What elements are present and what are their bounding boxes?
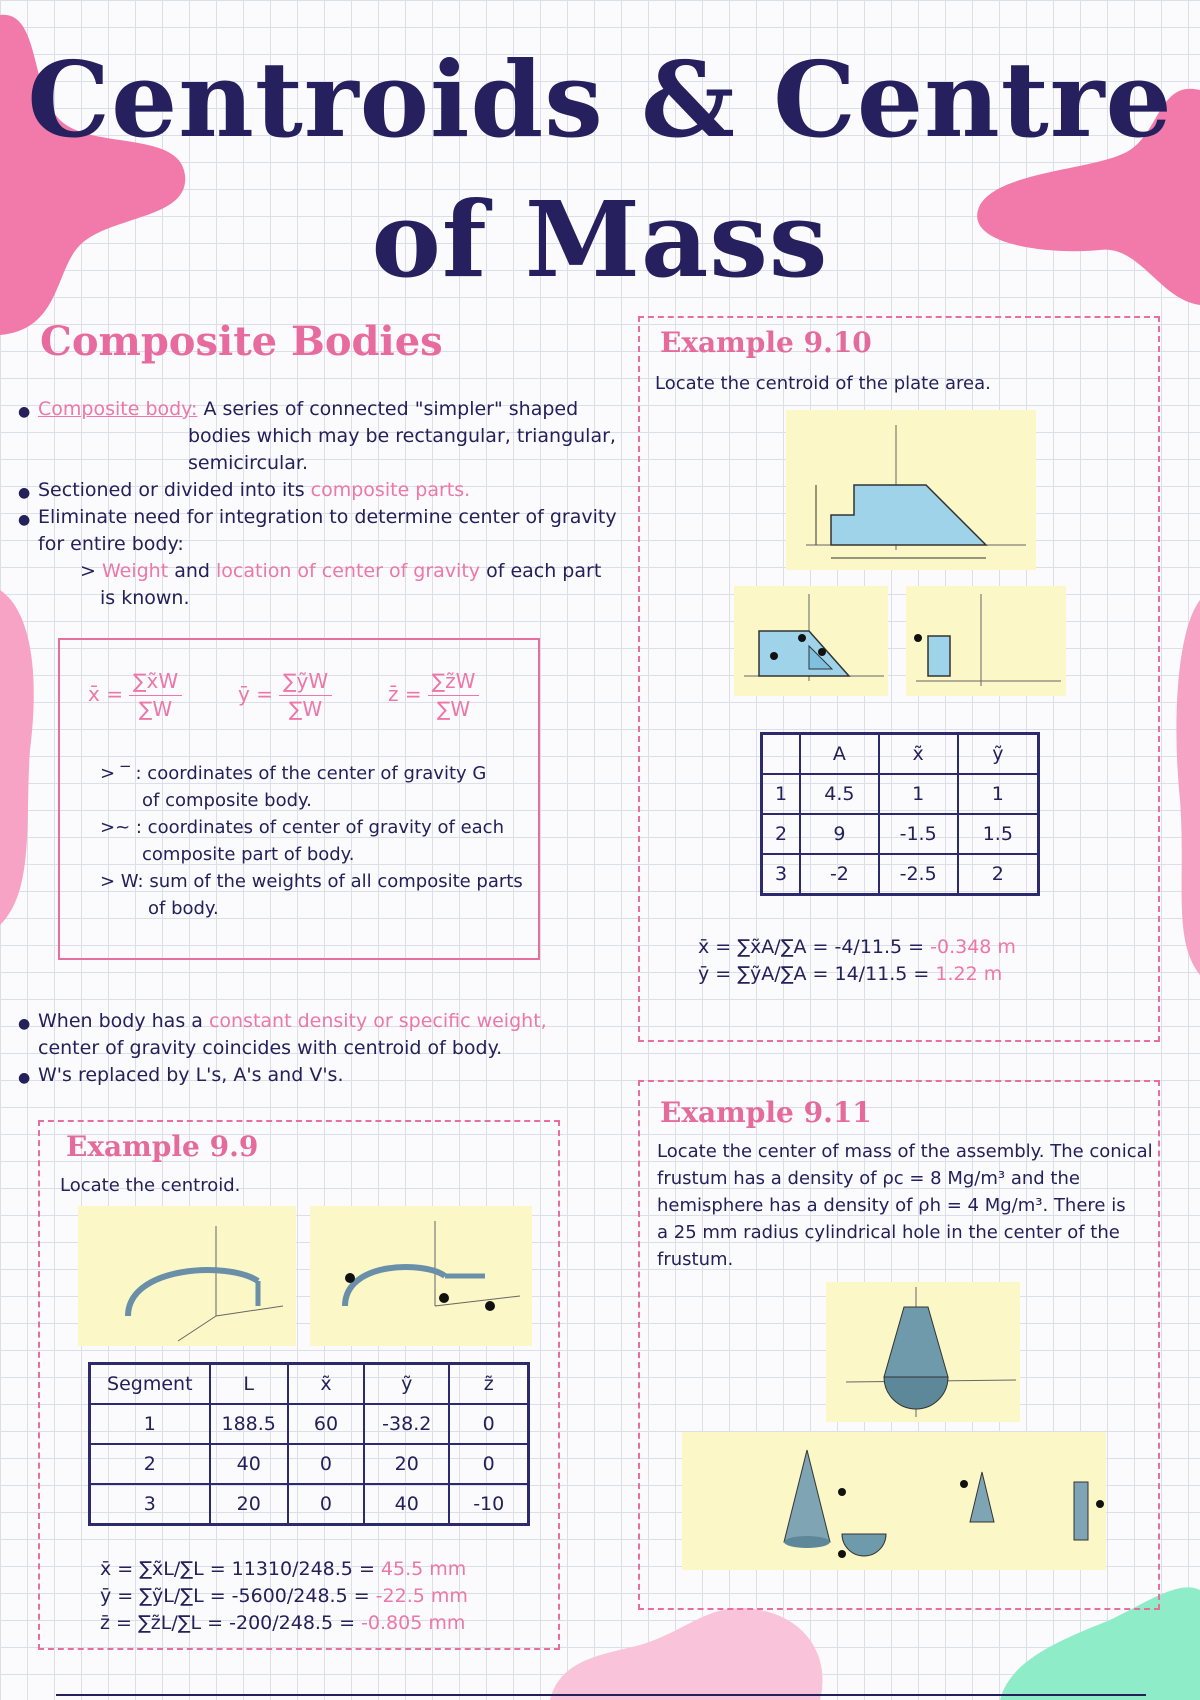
bullet-dot: ● bbox=[18, 485, 31, 501]
example-9-9-figure-segments bbox=[310, 1206, 532, 1346]
table-cell: -2 bbox=[800, 854, 878, 895]
result-y-value: -22.5 mm bbox=[375, 1585, 468, 1607]
table-cell: 20 bbox=[364, 1444, 449, 1484]
example-9-11-line4: a 25 mm radius cylindrical hole in the center of the bbox=[657, 1222, 1120, 1243]
bullet-composite-body bbox=[38, 396, 598, 423]
example-9-10-figure-plate bbox=[786, 410, 1036, 570]
bullet4-text: When body has a bbox=[38, 1010, 209, 1032]
table-header-row bbox=[90, 1364, 529, 1405]
table-header-cell: Segment bbox=[90, 1364, 210, 1405]
table-cell: 0 bbox=[449, 1444, 528, 1484]
decorative-blob-left bbox=[0, 590, 40, 930]
decorative-blob-right bbox=[1172, 600, 1200, 980]
example-9-9-result-z bbox=[100, 1610, 465, 1637]
bullet-dot: ● bbox=[18, 1016, 31, 1032]
section-heading-composite-bodies: Composite Bodies bbox=[40, 318, 443, 365]
table-cell: 1 bbox=[762, 774, 801, 814]
table-cell: -38.2 bbox=[364, 1404, 449, 1444]
sub-and: and bbox=[168, 560, 216, 582]
def3-line1: > W: sum of the weights of all composite parts bbox=[100, 871, 523, 892]
result-x-value: -0.348 m bbox=[930, 936, 1016, 958]
formula-z-fraction bbox=[428, 668, 480, 723]
table-cell: -1.5 bbox=[879, 814, 958, 854]
table-cell: 60 bbox=[288, 1404, 364, 1444]
sub-bullet-weight bbox=[80, 558, 601, 585]
bullet-dot: ● bbox=[18, 404, 31, 420]
def1-line2: of composite body. bbox=[142, 790, 312, 811]
plate-diagram bbox=[786, 410, 1036, 570]
def2-line1: >~ : coordinates of center of gravity of each bbox=[100, 817, 504, 838]
decorative-blob-bottom-pink bbox=[550, 1600, 830, 1700]
table-cell: 40 bbox=[210, 1444, 288, 1484]
formula-x bbox=[88, 668, 182, 723]
table-header-cell: ỹ bbox=[364, 1364, 449, 1405]
table-header-row bbox=[762, 734, 1039, 775]
result-x-expr: x̄ = ∑x̃A/∑A = -4/11.5 = bbox=[698, 936, 931, 958]
table-header-cell: z̃ bbox=[449, 1364, 528, 1405]
sub-post: of each part bbox=[480, 560, 602, 582]
table-row bbox=[90, 1404, 529, 1444]
example-9-11-line3: hemisphere has a density of ρh = 4 Mg/m³. There is bbox=[657, 1195, 1126, 1216]
table-cell: 20 bbox=[210, 1484, 288, 1525]
table-row bbox=[90, 1484, 529, 1525]
formula-y-num: ∑ỹW bbox=[279, 668, 332, 696]
example-9-10-result-x bbox=[698, 934, 1016, 961]
example-9-11-title: Example 9.11 bbox=[660, 1096, 872, 1129]
table-cell: 1 bbox=[90, 1404, 210, 1444]
result-z-expr: z̄ = ∑z̃L/∑L = -200/248.5 = bbox=[100, 1612, 362, 1634]
table-cell: 2 bbox=[90, 1444, 210, 1484]
example-9-9-result-y bbox=[100, 1583, 468, 1610]
result-y-value: 1.22 m bbox=[935, 963, 1003, 985]
table-cell: -2.5 bbox=[879, 854, 958, 895]
example-9-10-title: Example 9.10 bbox=[660, 326, 872, 359]
bullet1-line1: A series of connected "simpler" shaped bbox=[203, 398, 579, 420]
table-cell: 9 bbox=[800, 814, 878, 854]
formula-x-num: ∑x̃W bbox=[129, 668, 182, 696]
example-9-9-figure-wire bbox=[78, 1206, 296, 1346]
formula-x-fraction bbox=[129, 668, 182, 723]
bullet-constant-density bbox=[38, 1008, 547, 1035]
table-header-cell: L bbox=[210, 1364, 288, 1405]
bullet-dot: ● bbox=[18, 1070, 31, 1086]
bullet2-pink: composite parts. bbox=[310, 479, 471, 501]
bullet5-text: W's replaced by L's, A's and V's. bbox=[38, 1064, 344, 1086]
example-9-9-result-x bbox=[100, 1556, 466, 1583]
parts-3d-diagram bbox=[682, 1432, 1106, 1570]
table-cell: 3 bbox=[762, 854, 801, 895]
table-row bbox=[762, 814, 1039, 854]
result-z-value: -0.805 mm bbox=[361, 1612, 466, 1634]
sub-pink-weight: Weight bbox=[101, 560, 169, 582]
table-cell: 188.5 bbox=[210, 1404, 288, 1444]
table-cell: 3 bbox=[90, 1484, 210, 1525]
table-cell: 2 bbox=[958, 854, 1039, 895]
term-composite-body: Composite body: bbox=[38, 398, 198, 420]
bullet1-line3: semicircular. bbox=[188, 452, 309, 474]
example-9-11-line5: frustum. bbox=[657, 1249, 734, 1270]
table-cell: 40 bbox=[364, 1484, 449, 1525]
bottom-divider bbox=[56, 1694, 1146, 1696]
formula-x-lhs: x̄ = bbox=[88, 682, 123, 706]
example-9-9-text: Locate the centroid. bbox=[60, 1175, 241, 1196]
table-cell: 4.5 bbox=[800, 774, 878, 814]
wire-diagram bbox=[78, 1206, 296, 1346]
example-9-11-figure-assembly bbox=[826, 1282, 1020, 1422]
table-row bbox=[762, 854, 1039, 895]
def1-line1: > ‾ : coordinates of the center of gravity G bbox=[100, 763, 487, 784]
formula-z-den: ∑W bbox=[436, 697, 471, 721]
formula-x-den: ∑W bbox=[138, 697, 173, 721]
formula-z bbox=[388, 668, 479, 723]
bullet-dot: ● bbox=[18, 512, 31, 528]
example-9-11-line1: Locate the center of mass of the assembly. The conical bbox=[657, 1141, 1153, 1162]
table-header-cell bbox=[762, 734, 801, 775]
bullet3-line1: Eliminate need for integration to determine center of gravity bbox=[38, 506, 617, 528]
formula-z-lhs: z̄ = bbox=[388, 682, 422, 706]
bullet-sectioned bbox=[38, 477, 470, 504]
table-header-cell: ỹ bbox=[958, 734, 1039, 775]
formula-z-num: ∑z̃W bbox=[428, 668, 480, 696]
result-y-expr: ȳ = ∑ỹA/∑A = 14/11.5 = bbox=[698, 963, 936, 985]
bullet4-pink: constant density or specific weight, bbox=[208, 1010, 547, 1032]
result-x-value: 45.5 mm bbox=[380, 1558, 467, 1580]
def3-line2: of body. bbox=[148, 898, 219, 919]
table-cell: 0 bbox=[288, 1484, 364, 1525]
table-header-cell: x̃ bbox=[879, 734, 958, 775]
page-title-line2: of Mass bbox=[371, 178, 829, 301]
example-9-10-figure-parts bbox=[734, 586, 888, 696]
sub-bullet-line2: is known. bbox=[100, 587, 190, 609]
example-9-9-table bbox=[88, 1362, 530, 1526]
sub-arrow: > bbox=[80, 560, 102, 582]
example-9-11-figure-parts bbox=[682, 1432, 1106, 1570]
table-cell: 1 bbox=[879, 774, 958, 814]
example-9-10-figure-hole bbox=[906, 586, 1066, 696]
hole-diagram bbox=[906, 586, 1066, 696]
table-header-cell: x̃ bbox=[288, 1364, 364, 1405]
formula-y-lhs: ȳ = bbox=[238, 682, 273, 706]
assembly-diagram bbox=[826, 1282, 1020, 1422]
table-cell: 0 bbox=[288, 1444, 364, 1484]
result-x-expr: x̄ = ∑x̃L/∑L = 11310/248.5 = bbox=[100, 1558, 381, 1580]
formula-y-den: ∑W bbox=[288, 697, 323, 721]
example-9-9-title: Example 9.9 bbox=[66, 1130, 259, 1163]
bullet3-line2: for entire body: bbox=[38, 533, 184, 555]
table-cell: 2 bbox=[762, 814, 801, 854]
result-y-expr: ȳ = ∑ỹL/∑L = -5600/248.5 = bbox=[100, 1585, 376, 1607]
table-header-cell: A bbox=[800, 734, 878, 775]
table-row bbox=[762, 774, 1039, 814]
bullet2-text: Sectioned or divided into its bbox=[38, 479, 311, 501]
table-cell: 1 bbox=[958, 774, 1039, 814]
example-9-10-result-y bbox=[698, 961, 1002, 988]
formula-y-fraction bbox=[279, 668, 332, 723]
example-9-10-text: Locate the centroid of the plate area. bbox=[655, 373, 991, 394]
table-cell: -10 bbox=[449, 1484, 528, 1525]
table-cell: 1.5 bbox=[958, 814, 1039, 854]
parts-diagram bbox=[734, 586, 888, 696]
table-row bbox=[90, 1444, 529, 1484]
segments-diagram bbox=[310, 1206, 532, 1346]
example-9-11-line2: frustum has a density of ρc = 8 Mg/m³ and the bbox=[657, 1168, 1080, 1189]
example-9-10-table bbox=[760, 732, 1040, 896]
def2-line2: composite part of body. bbox=[142, 844, 355, 865]
table-cell: 0 bbox=[449, 1404, 528, 1444]
formula-y bbox=[238, 668, 332, 723]
page-title-line1: Centroids & Centre bbox=[27, 38, 1173, 161]
sub-pink-location: location of center of gravity bbox=[216, 560, 481, 582]
bullet4-line2: center of gravity coincides with centroid of body. bbox=[38, 1037, 503, 1059]
bullet1-line2: bodies which may be rectangular, triangular, bbox=[188, 425, 616, 447]
